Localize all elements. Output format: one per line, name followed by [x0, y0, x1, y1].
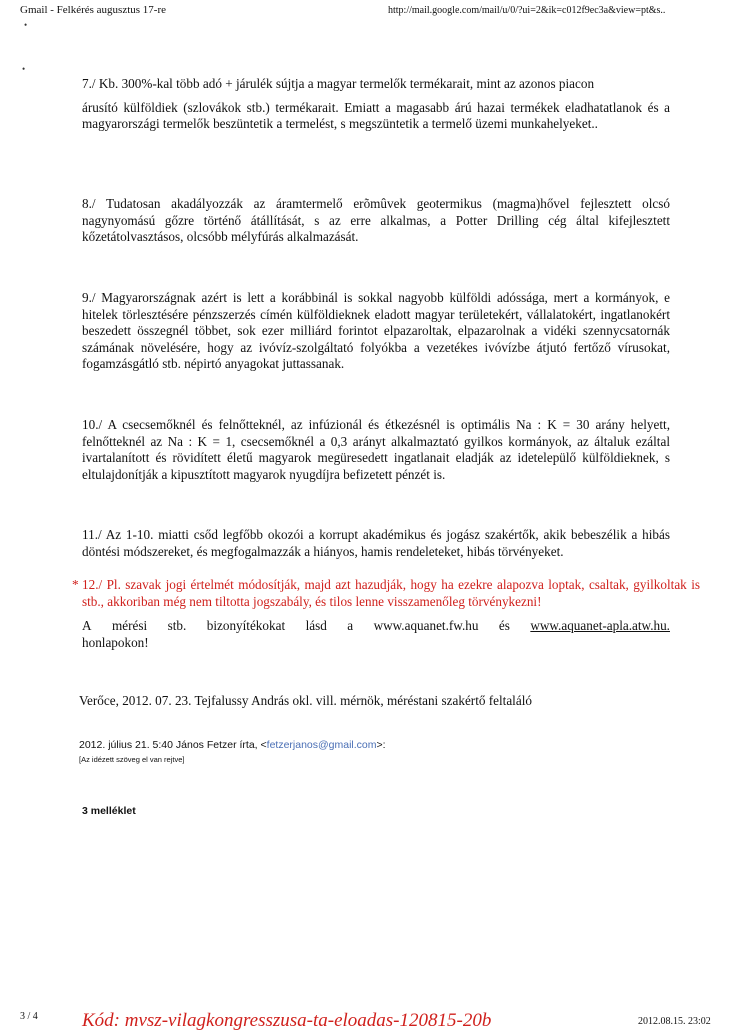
signature-line: Verőce, 2012. 07. 23. Tejfalussy András okl. vill. mérnök, méréstani szakértő feltaláló [79, 693, 532, 708]
item-9-text: 9./ Magyarországnak azért is lett a korábbinál is sokkal nagyobb külföldi adóssága, mert a kormányok, e hitelek törlesztésére pénzszerzés címén külföldieknek eladott magyar területekért, vállalatokért, ingatlanokért beszedett összegnél többet, sok ezer milliárd forintot elpazaroltak, elpazarolnak a vidéki szennycsatornák számának növelésére, hogy az ivóvíz-szolgáltató folyókba a vezetékes ivóvízbe átjutó fertőző vírusokat, fogamzásgátló stb. népirtó anyagokat juttassanak. [82, 290, 670, 371]
hidden-quote-toggle[interactable]: [Az idézett szöveg el van rejtve] [79, 755, 185, 764]
item-11-text: 11./ Az 1-10. miatti csőd legfőbb okozói a korrupt akadémikus és jogász szakértők, akik bebeszélik a hibás döntési módszereket, és megfogalmazzák a hiányos, hamis rendeleteket, hibás törvényeket. [82, 527, 670, 559]
quote-prefix: 2012. július 21. 5:40 János Fetzer írta, < [79, 739, 267, 751]
references-line-2: honlapokon! [82, 634, 149, 650]
item-12-text: 12./ Pl. szavak jogi értelmét módosítják, majd azt hazudják, hogy ha ezekre alapozva loptak, csaltak, gyilkoltak is stb., akkoriban még nem tiltotta jogszabály, és tilos lenne visszamenőleg törvénykezni! [82, 577, 700, 609]
item-7-line-2: árusító külföldiek (szlovákok stb.) termékarait. Emiatt a magasabb árú hazai termékek eladhatatlanok és a magyarországi termelők beszüntetik a termelést, s megszüntetik a termelő üzemi munkahelyeket.. [82, 99, 670, 131]
asterisk-mark: * [72, 577, 79, 592]
item-12-red-note [72, 577, 700, 610]
quoted-reply-header [79, 739, 386, 751]
item-10 [82, 417, 670, 483]
item-8 [82, 196, 670, 246]
ref-word: A [82, 618, 92, 633]
document-code: Kód: mvsz-vilagkongresszusa-ta-eloadas-120815-20b [82, 1010, 492, 1031]
ref-word: stb. [167, 618, 187, 633]
item-7-line-1: 7./ Kb. 300%-kal több adó + járulék sújtja a magyar termelők termékarait, mint az azonos piacon [82, 76, 595, 91]
item-11 [82, 527, 670, 560]
website-aquanet-apla-link[interactable]: www.aquanet-apla.atw.hu. [530, 618, 670, 633]
scan-speck: • [24, 20, 28, 30]
print-url: http://mail.google.com/mail/u/0/?ui=2&ik=c012f9ec3a&view=pt&s.. [388, 5, 666, 16]
sender-email-link[interactable]: fetzerjanos@gmail.com [266, 739, 377, 751]
item-9 [82, 290, 670, 373]
website-aquanet-fw[interactable]: www.aquanet.fw.hu [373, 618, 479, 633]
item-10-text: 10./ A csecsemőknél és felnőtteknél, az infúzionál és étkezésnél is optimális Na : K = 30 arány helyett, felnőtteknél az Na : K = 1, csecsemőknél a 0,3 arányt alkalmaztató gyilkos kormányok, az általuk ezáltal ivartalanított és rövidített életű magyarok megüresedett ingatlanait eladják az idetelepülő külföldieknek, s eltulajdonítják a kipusztított magyarok nyugdíjra befizetett pénzét is. [82, 417, 670, 482]
ref-word: mérési [111, 618, 148, 633]
attachments-count: 3 melléklet [82, 805, 136, 817]
item-7 [82, 76, 670, 133]
ref-word: és [498, 618, 510, 633]
item-8-text: 8./ Tudatosan akadályozzák az áramtermelő erõmûvek geotermikus (magma)hővel fejlesztett olcsó nagynyomású gőzre történő átállítását, s az erre alkalmas, a Potter Drilling cég által kifejlesztett kőzetátolvasztásos, olcsóbb mélyfúrás alkalmazását. [82, 196, 670, 244]
print-title: Gmail - Felkérés augusztus 17-re [20, 4, 167, 16]
ref-word: lásd [305, 618, 327, 633]
print-datetime: 2012.08.15. 23:02 [638, 1016, 711, 1027]
scan-speck: • [22, 64, 26, 74]
quote-suffix: >: [376, 739, 386, 751]
ref-word: a [347, 618, 354, 633]
page-number: 3 / 4 [20, 1011, 38, 1022]
references-line [82, 618, 670, 635]
ref-word: bizonyítékokat [206, 618, 286, 633]
references [82, 618, 670, 651]
